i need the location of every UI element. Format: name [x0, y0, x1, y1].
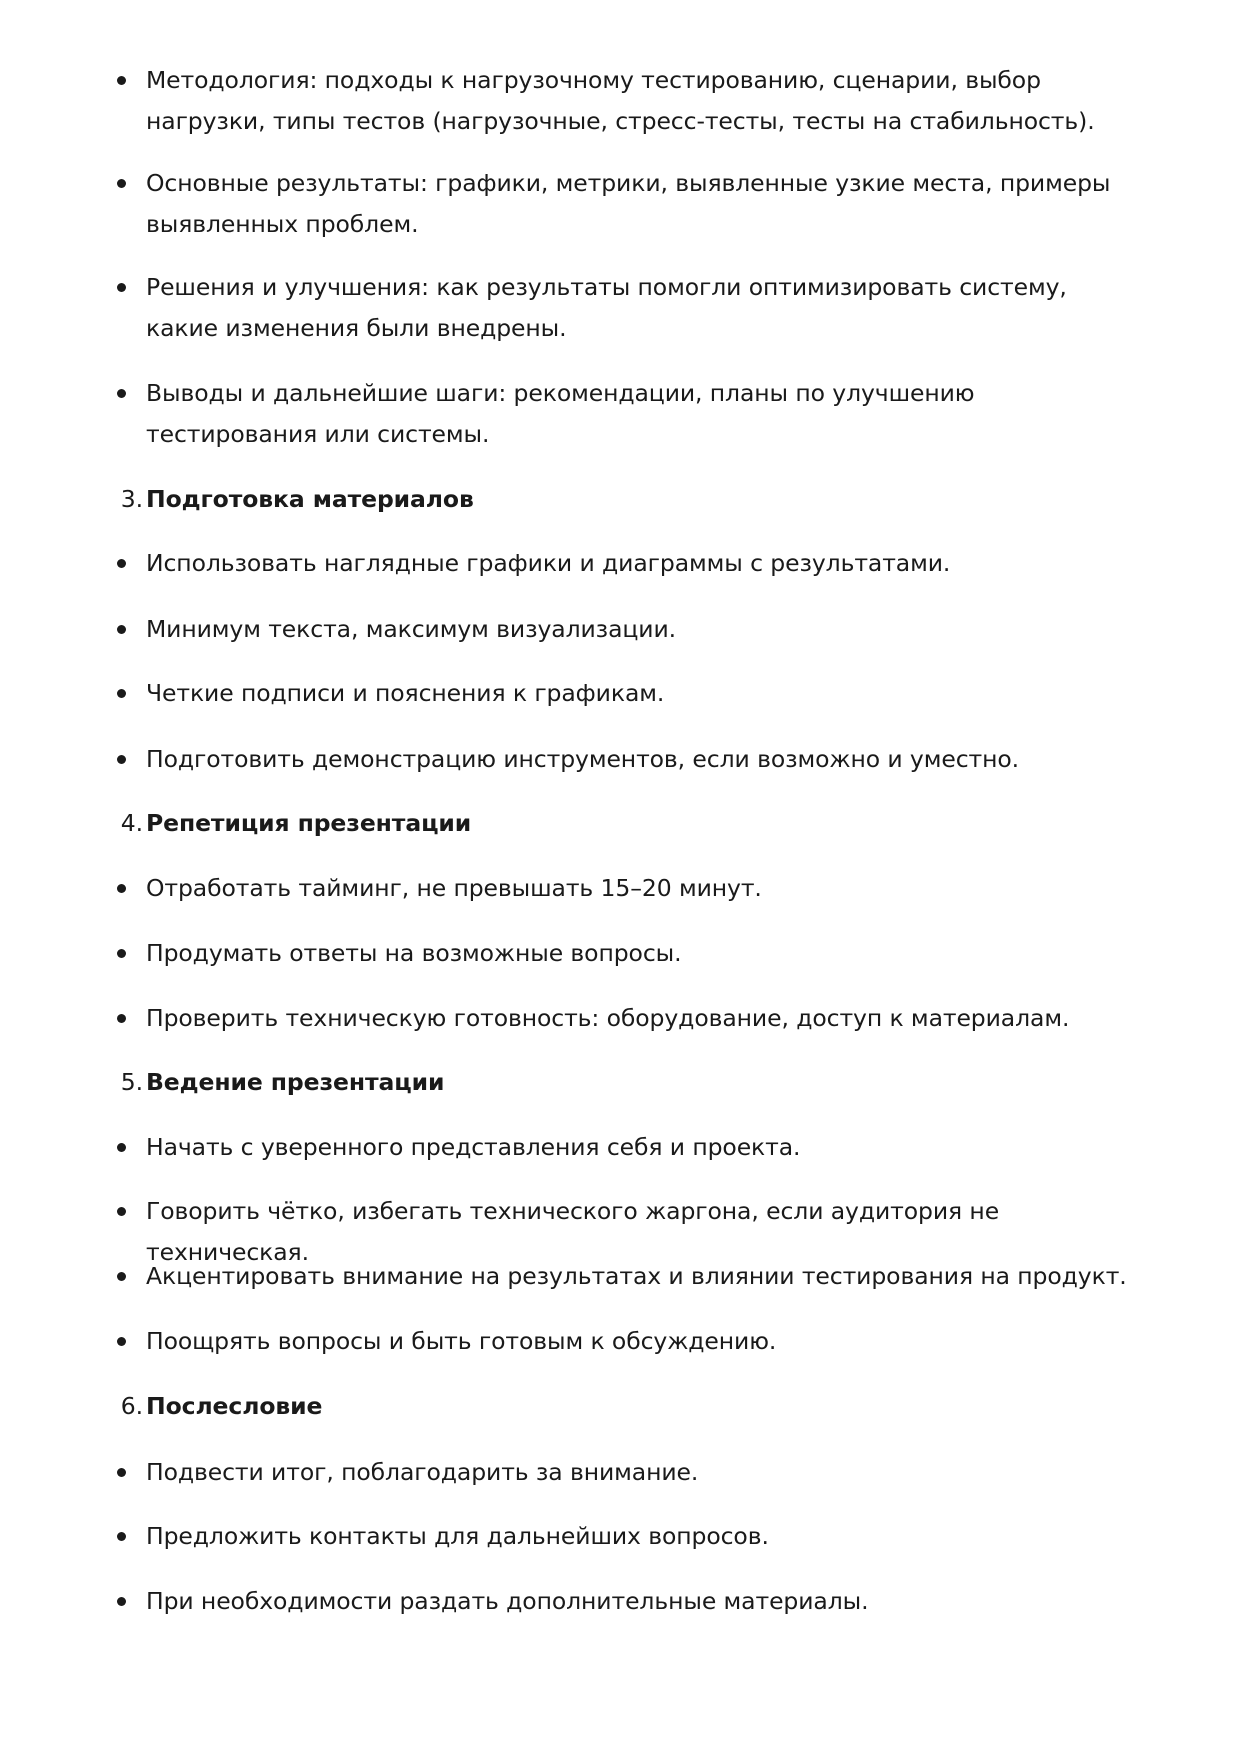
bullet-icon [117, 884, 126, 893]
bullet-icon [117, 1143, 126, 1152]
bullet-icon [117, 1532, 126, 1541]
list-item [146, 1321, 1146, 1362]
list-item [146, 739, 1146, 780]
list-item-text: Начать с уверенного представления себя и проекта. [146, 1133, 801, 1161]
list-item-text: Основные результаты: графики, метрики, выявленные узкие места, примеры выявленных проблем. [146, 169, 1111, 238]
list-item [146, 868, 1146, 909]
list-item-text: Акцентировать внимание на результатах и влиянии тестирования на продукт. [146, 1262, 1127, 1290]
section-heading [120, 479, 1146, 520]
list-item-text: Поощрять вопросы и быть готовым к обсуждению. [146, 1327, 777, 1355]
list-item-text: Продумать ответы на возможные вопросы. [146, 939, 682, 967]
list-item-text: Подвести итог, поблагодарить за внимание. [146, 1458, 699, 1486]
list-item [146, 673, 1146, 714]
list-item [146, 60, 1146, 142]
list-item [146, 1581, 1146, 1622]
section-heading [120, 803, 1146, 844]
list-item [146, 1516, 1146, 1557]
bullet-icon [117, 1597, 126, 1606]
bullet-icon [117, 949, 126, 958]
bullet-icon [117, 283, 126, 292]
list-item [146, 998, 1146, 1039]
list-item-text: Отработать тайминг, не превышать 15–20 минут. [146, 874, 762, 902]
list-item-text: Предложить контакты для дальнейших вопросов. [146, 1522, 769, 1550]
list-item [146, 163, 1146, 245]
bullet-icon [117, 179, 126, 188]
list-item-text: Методология: подходы к нагрузочному тестированию, сценарии, выбор нагрузки, типы тестов (нагрузочные, стресс-тесты, тесты на стабильность). [146, 66, 1095, 135]
section-number: 5. [120, 1068, 143, 1096]
section-title: Репетиция презентации [146, 809, 472, 837]
list-item [146, 1256, 1146, 1297]
bullet-icon [117, 1272, 126, 1281]
list-item-text: Использовать наглядные графики и диаграммы с результатами. [146, 549, 951, 577]
section-title: Подготовка материалов [146, 485, 474, 513]
list-item-text: Решения и улучшения: как результаты помогли оптимизировать систему, какие изменения были внедрены. [146, 273, 1067, 342]
bullet-icon [117, 1207, 126, 1216]
list-item-text: При необходимости раздать дополнительные материалы. [146, 1587, 869, 1615]
list-item [146, 609, 1146, 650]
bullet-icon [117, 389, 126, 398]
bullet-icon [117, 1468, 126, 1477]
list-item [146, 543, 1146, 584]
bullet-icon [117, 559, 126, 568]
section-title: Послесловие [146, 1392, 323, 1420]
bullet-icon [117, 689, 126, 698]
list-item-text: Минимум текста, максимум визуализации. [146, 615, 676, 643]
section-heading [120, 1386, 1146, 1427]
list-item [146, 933, 1146, 974]
bullet-icon [117, 625, 126, 634]
bullet-icon [117, 76, 126, 85]
list-item-text: Подготовить демонстрацию инструментов, если возможно и уместно. [146, 745, 1020, 773]
list-item [146, 267, 1146, 349]
section-title: Ведение презентации [146, 1068, 445, 1096]
section-number: 3. [120, 485, 143, 513]
list-item [146, 1452, 1146, 1493]
list-item-text: Выводы и дальнейшие шаги: рекомендации, планы по улучшению тестирования или системы. [146, 379, 975, 448]
section-heading [120, 1062, 1146, 1103]
list-item [146, 1127, 1146, 1168]
section-number: 6. [120, 1392, 143, 1420]
bullet-icon [117, 755, 126, 764]
bullet-icon [117, 1337, 126, 1346]
bullet-icon [117, 1014, 126, 1023]
list-item-text: Четкие подписи и пояснения к графикам. [146, 679, 665, 707]
list-item-text: Проверить техническую готовность: оборудование, доступ к материалам. [146, 1004, 1070, 1032]
section-number: 4. [120, 809, 143, 837]
list-item-text: Говорить чётко, избегать технического жаргона, если аудитория не техническая. [146, 1197, 1000, 1266]
list-item [146, 373, 1146, 455]
